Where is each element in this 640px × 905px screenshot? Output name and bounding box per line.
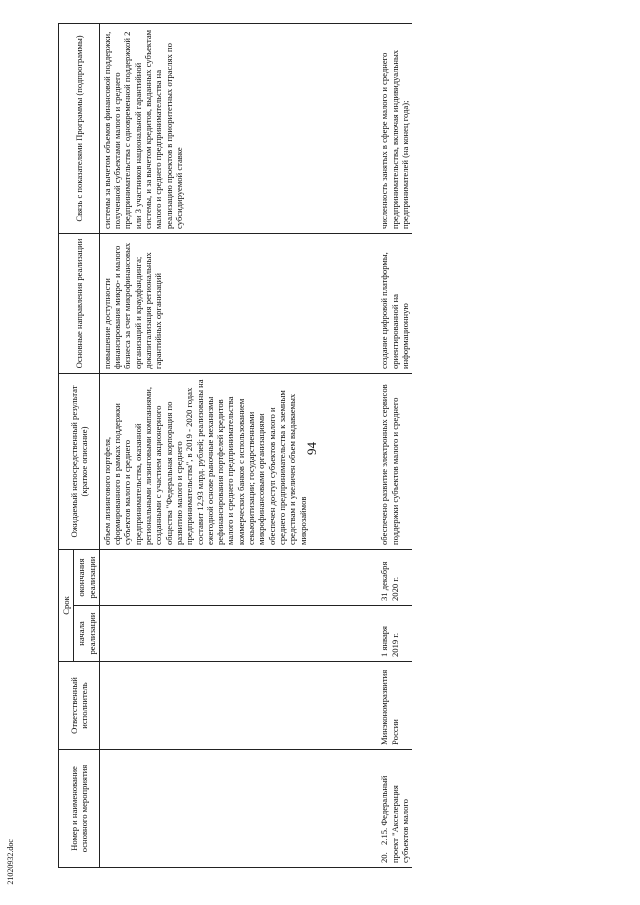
header-expected-result: Ожидаемый непосредственный результат (краткое описание): [59, 373, 100, 549]
cell-expected-result: объем лизингового портфеля, сформированного в рамках поддержки субъектов малого и среднего предпринимательства, оказанной региональными лизинговыми компаниями, созданными с участием акционерного общества "Федеральная корпорация по развитию малого и среднего предпринимательства", в 2019 - 2020 годах составит 12,93 млрд. рублей; реализованы на ежегодной основе рыночные механизмы рефинансирования портфелей кредитов малого и среднего предпринимательства коммерческих банков с использованием секьюритизации; государственными микрофинансовыми организациями обеспечен доступ субъектов малого и среднего предпринимательства к заемным средствам и увеличен объем выдаваемых микрозаймов: [99, 373, 377, 549]
cell-program-link: численность занятых в сфере малого и среднего предпринимательства, включая индивидуальных предпринимателей (на конец года);: [377, 23, 412, 233]
row-number: 20.: [379, 852, 390, 863]
program-table: [58, 23, 412, 868]
cell-directions: повышение доступности финансирования микро- и малого бизнеса за счет микрофинансовых организаций и краудфандинга; докапитализация региональных гарантийных организаций: [99, 233, 377, 373]
table-row: [377, 23, 412, 867]
header-end: окончания реализации: [74, 549, 100, 605]
cell-executor: [99, 662, 377, 750]
cell-end: 31 декабря 2020 г.: [377, 549, 412, 605]
header-executor: Ответственный исполнитель: [59, 662, 100, 750]
header-directions: Основные направления реализации: [59, 233, 100, 373]
rotated-table-container: [58, 24, 610, 868]
cell-number-name: [99, 750, 377, 868]
cell-expected-result: обеспечено развитие электронных сервисов поддержки субъектов малого и среднего: [377, 373, 412, 549]
cell-end: [99, 549, 377, 605]
header-srok: Срок: [59, 549, 74, 661]
cell-start: 1 января 2019 г.: [377, 606, 412, 662]
table-row: [99, 23, 377, 867]
header-number-name: Номер и наименование основного мероприятия: [59, 750, 100, 868]
cell-program-link: системы за вычетом объемов финансовой поддержки, полученной субъектами малого и среднего предпринимательства с одновременной поддержкой 2 или 3 участников национальной гарантийной системы, и за вычетом кредитов, выданных субъектам малого и среднего предпринимательства на реализацию проектов в приоритетных отраслях по субсидируемой ставке: [99, 23, 377, 233]
header-program-link: Связь с показателями Программы (подпрограммы): [59, 23, 100, 233]
cell-start: [99, 606, 377, 662]
cell-directions: создание цифровой платформы, ориентированной на информационную: [377, 233, 412, 373]
header-start: начала реализации: [74, 606, 100, 662]
footer-filename: 21020932.doc: [6, 839, 15, 885]
cell-number-name: [377, 750, 412, 868]
page-number: 94: [304, 442, 319, 455]
cell-executor: Минэкономразвития России: [377, 662, 412, 750]
row-name: 2.15. Федеральный проект "Акселерация субъектов малого: [379, 775, 410, 863]
